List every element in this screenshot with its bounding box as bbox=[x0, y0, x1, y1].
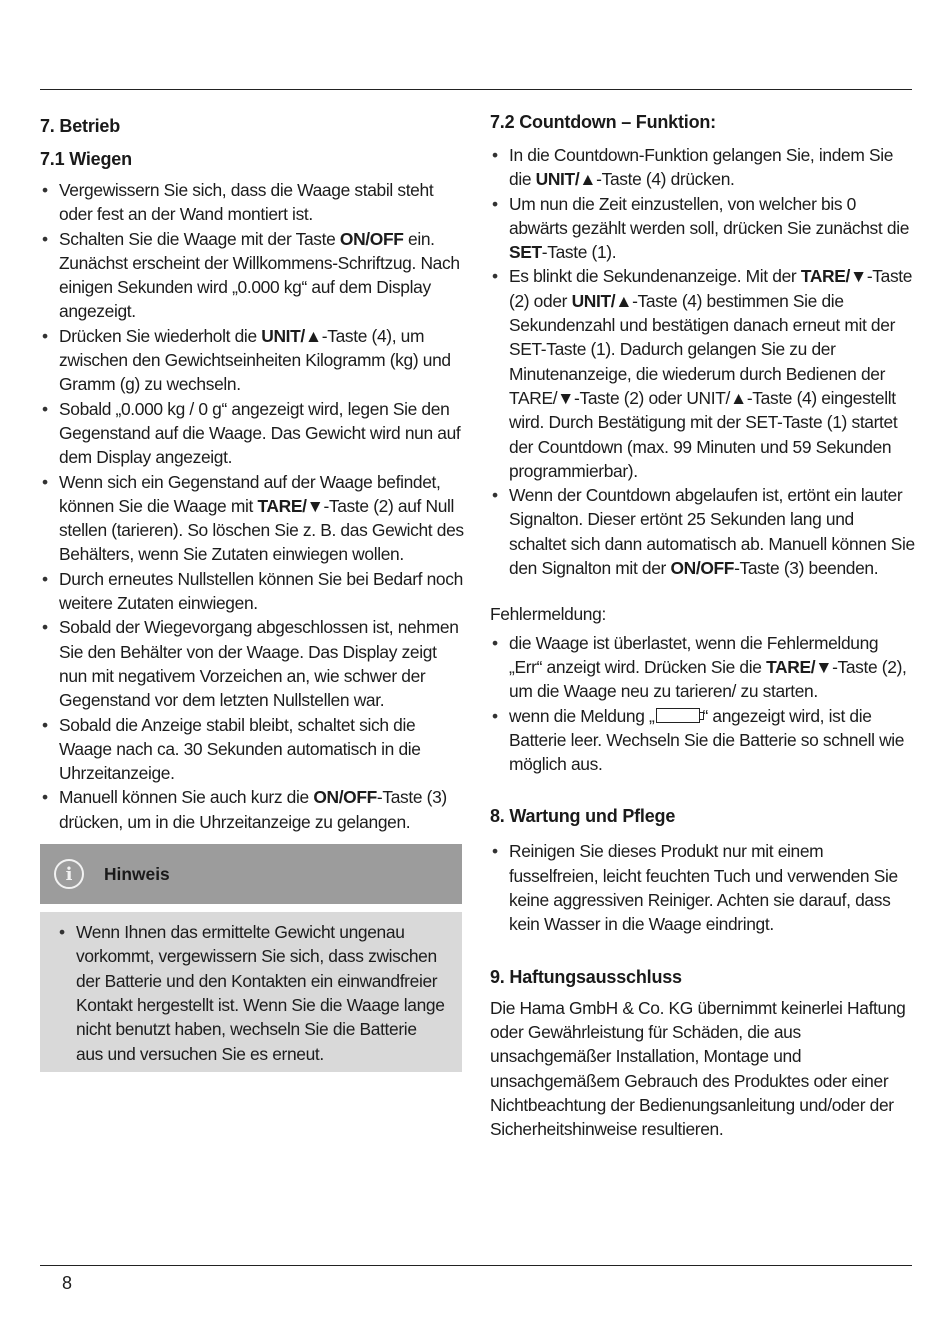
disclaimer-text: Die Hama GmbH & Co. KG übernimmt keinerlei Haftung oder Gewährleistung für Schäden, die aus unsachgemäßer Installation, Montage und unsachgemäßem Gebrauch des Produktes oder einer Nichtbeachtung der Bedienungsanleitung und/oder der Sicherheitshinweise resultieren. bbox=[490, 997, 906, 1140]
countdown-instructions-list bbox=[490, 143, 915, 580]
bottom-rule bbox=[40, 1265, 912, 1266]
list-item: • Drücken Sie wiederholt die UNIT/▲-Taste (4), um zwischen den Gewichtseinheiten Kilogramm (kg) und Gramm (g) zu wechseln. bbox=[40, 324, 465, 397]
list-item: • Sobald die Anzeige stabil bleibt, schaltet sich die Waage nach ca. 30 Sekunden automatisch in die Uhrzeitanzeige. bbox=[40, 713, 465, 786]
list-item: • Durch erneutes Nullstellen können Sie bei Bedarf noch weitere Zutaten einwiegen. bbox=[40, 567, 465, 616]
error-list bbox=[490, 631, 915, 777]
list-item: • Es blinkt die Sekundenanzeige. Mit der TARE/▼-Taste (2) oder UNIT/▲-Taste (4) bestimmen Sie die Sekundenzahl und bestätigen danach erneut mit der SET-Taste (1). Dadurch gelangen Sie zu der Minutenanzeige, die wiederum durch Bedienen der TARE/▼-Taste (2) oder UNIT/▲-Taste (4) eingestellt wird. Durch Bestätigung mit der SET-Taste (1) startet der Countdown (max. 99 Minuten und 59 Sekunden programmierbar). bbox=[490, 264, 915, 483]
note-box bbox=[40, 844, 462, 1072]
section-7-title: 7. Betrieb bbox=[40, 116, 121, 136]
info-icon: i bbox=[54, 859, 84, 889]
section-8-title: 8. Wartung und Pflege bbox=[490, 806, 676, 827]
section-7-2-title: 7.2 Countdown – Funktion: bbox=[490, 112, 716, 132]
right-column bbox=[490, 112, 915, 1141]
note-title: Hinweis bbox=[104, 863, 170, 884]
list-item: • Sobald der Wiegevorgang abgeschlossen ist, nehmen Sie den Behälter von der Waage. Das Display zeigt nun mit negativem Vorzeichen an, wie schwer der Gegenstand vor dem letzten Nullstellen war. bbox=[40, 615, 465, 712]
section-9-title: 9. Haftungsausschluss bbox=[490, 966, 682, 987]
list-item: • Manuell können Sie auch kurz die ON/OFF-Taste (3) drücken, um in die Uhrzeitanzeige zu gelangen. bbox=[40, 785, 465, 834]
left-column bbox=[40, 112, 465, 1072]
section-7-1-title: 7.1 Wiegen bbox=[40, 149, 132, 169]
list-item: • Schalten Sie die Waage mit der Taste ON/OFF ein. Zunächst erscheint der Willkommens-Schriftzug. Nach einigen Sekunden wird „0.000 kg“ auf dem Display angezeigt. bbox=[40, 227, 465, 324]
page-number: 8 bbox=[62, 1273, 73, 1293]
top-rule bbox=[40, 89, 912, 90]
empty-battery-icon bbox=[656, 708, 700, 723]
error-label: Fehlermeldung: bbox=[490, 604, 606, 625]
note-header bbox=[40, 844, 462, 904]
list-item: • die Waage ist überlastet, wenn die Fehlermeldung „Err“ anzeigt wird. Drücken Sie die TARE/▼-Taste (2), um die Waage neu zu tarieren/ zu starten. bbox=[490, 631, 915, 704]
maintenance-list bbox=[490, 839, 915, 936]
list-item: • In die Countdown-Funktion gelangen Sie, indem Sie die UNIT/▲-Taste (4) drücken. bbox=[490, 143, 915, 192]
list-item: • wenn die Meldung „ “ angezeigt wird, ist die Batterie leer. Wechseln Sie die Batterie so schnell wie möglich aus. bbox=[490, 704, 915, 777]
list-item: • Vergewissern Sie sich, dass die Waage stabil steht oder fest an der Wand montiert ist. bbox=[40, 178, 465, 227]
note-body bbox=[40, 912, 462, 1072]
note-text: • Wenn Ihnen das ermittelte Gewicht ungenau vorkommt, vergewissern Sie sich, dass zwischen der Batterie und den Kontakten ein einwandfreier Kontakt hergestellt ist. Wenn Sie die Waage lange nicht benutzt haben, wechseln Sie die Batterie aus und versuchen Sie es erneut. bbox=[57, 920, 446, 1066]
weighing-instructions-list bbox=[40, 178, 465, 834]
list-item: • Wenn sich ein Gegenstand auf der Waage befindet, können Sie die Waage mit TARE/▼-Taste (2) auf Null stellen (tarieren). So löschen Sie z. B. das Gewicht des Behälters, wenn Sie Zutaten einwiegen wollen. bbox=[40, 470, 465, 567]
list-item: • Wenn der Countdown abgelaufen ist, ertönt ein lauter Signalton. Dieser ertönt 25 Sekunden lang und schaltet sich dann automatisch ab. Manuell können Sie den Signalton mit der ON/OFF-Taste (3) beenden. bbox=[490, 483, 915, 580]
list-item: • Um nun die Zeit einzustellen, von welcher bis 0 abwärts gezählt werden soll, drücken Sie zunächst die SET-Taste (1). bbox=[490, 192, 915, 265]
list-item: • Reinigen Sie dieses Produkt nur mit einem fusselfreien, leicht feuchten Tuch und verwenden Sie keine aggressiven Reiniger. Achten sie darauf, dass kein Wasser in die Waage eindringt. bbox=[490, 839, 915, 936]
list-item: • Sobald „0.000 kg / 0 g“ angezeigt wird, legen Sie den Gegenstand auf die Waage. Das Gewicht wird nun auf dem Display angezeigt. bbox=[40, 397, 465, 470]
